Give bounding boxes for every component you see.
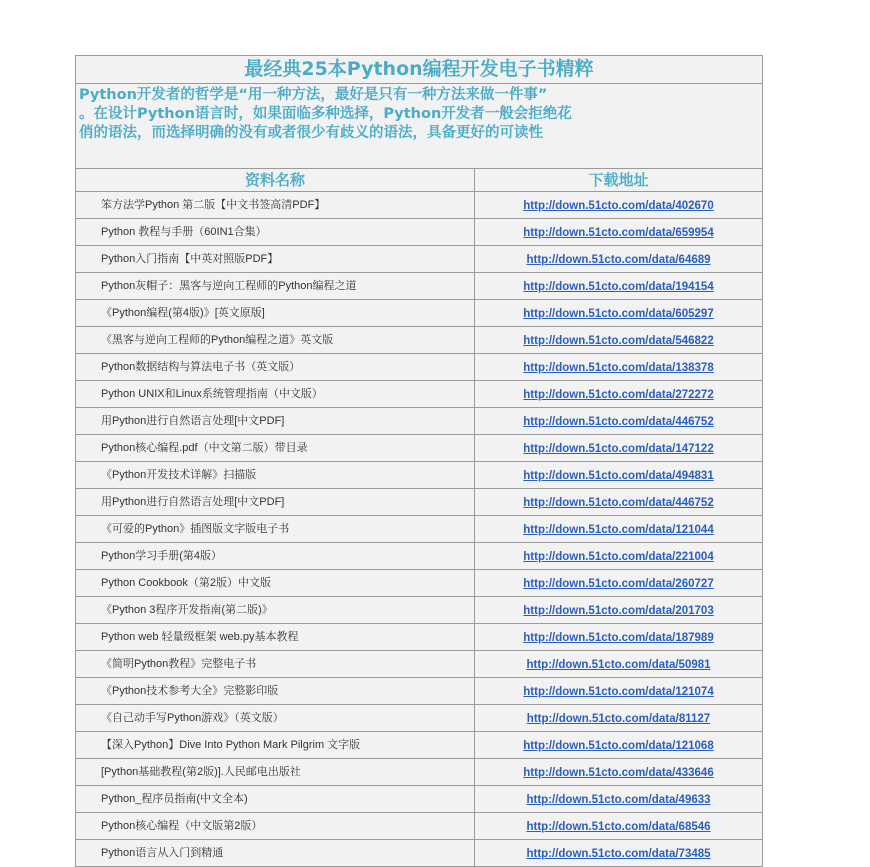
- intro-row: [76, 84, 763, 169]
- download-link[interactable]: http://down.51cto.com/data/659954: [523, 227, 714, 239]
- book-name-cell: 《自己动手写Python游戏》（英文版）: [76, 705, 475, 732]
- intro-line-1: Python开发者的哲学是“用一种方法，最好是只有一种方法来做一件事”: [79, 87, 548, 103]
- download-link[interactable]: http://down.51cto.com/data/138378: [523, 362, 714, 374]
- download-cell: [475, 840, 763, 867]
- book-name-cell: 《Python 3程序开发指南(第二版)》: [76, 597, 475, 624]
- download-link[interactable]: http://down.51cto.com/data/433646: [523, 767, 714, 779]
- book-name-cell: Python_程序员指南(中文全本): [76, 786, 475, 813]
- table-row: [76, 246, 763, 273]
- download-cell: [475, 300, 763, 327]
- table-row: [76, 759, 763, 786]
- table-row: [76, 354, 763, 381]
- download-cell: [475, 732, 763, 759]
- download-link[interactable]: http://down.51cto.com/data/446752: [523, 416, 714, 428]
- table-row: [76, 651, 763, 678]
- table-row: [76, 786, 763, 813]
- download-link[interactable]: http://down.51cto.com/data/605297: [523, 308, 714, 320]
- table-row: [76, 273, 763, 300]
- table-row: [76, 192, 763, 219]
- book-name-cell: 笨方法学Python 第二版【中文书签高清PDF】: [76, 192, 475, 219]
- table-row: [76, 705, 763, 732]
- download-cell: [475, 813, 763, 840]
- download-link[interactable]: http://down.51cto.com/data/221004: [523, 551, 714, 563]
- header-row: [76, 169, 763, 192]
- download-link[interactable]: http://down.51cto.com/data/121074: [523, 686, 714, 698]
- download-link[interactable]: http://down.51cto.com/data/73485: [526, 848, 711, 860]
- page-title: 最经典25本Python编程开发电子书精粹: [76, 56, 763, 84]
- table-row: [76, 813, 763, 840]
- book-name-cell: 《Python开发技术详解》扫描版: [76, 462, 475, 489]
- download-cell: [475, 273, 763, 300]
- ebook-list-table: [75, 55, 763, 867]
- book-name-cell: 用Python进行自然语言处理[中文PDF]: [76, 489, 475, 516]
- table-row: [76, 327, 763, 354]
- download-link[interactable]: http://down.51cto.com/data/187989: [523, 632, 714, 644]
- book-name-cell: Python 教程与手册（60IN1合集）: [76, 219, 475, 246]
- download-cell: [475, 327, 763, 354]
- download-cell: [475, 759, 763, 786]
- download-cell: [475, 219, 763, 246]
- download-link[interactable]: http://down.51cto.com/data/446752: [523, 497, 714, 509]
- book-name-cell: Python入门指南【中英对照版PDF】: [76, 246, 475, 273]
- book-name-cell: Python语言从入门到精通: [76, 840, 475, 867]
- book-name-cell: Python灰帽子：黑客与逆向工程师的Python编程之道: [76, 273, 475, 300]
- title-row: [76, 56, 763, 84]
- download-cell: [475, 543, 763, 570]
- download-cell: [475, 624, 763, 651]
- download-link[interactable]: http://down.51cto.com/data/402670: [523, 200, 714, 212]
- download-link[interactable]: http://down.51cto.com/data/68546: [526, 821, 711, 833]
- download-cell: [475, 489, 763, 516]
- book-name-cell: Python数据结构与算法电子书（英文版）: [76, 354, 475, 381]
- download-cell: [475, 570, 763, 597]
- download-link[interactable]: http://down.51cto.com/data/546822: [523, 335, 714, 347]
- book-name-cell: Python学习手册(第4版）: [76, 543, 475, 570]
- table-row: [76, 678, 763, 705]
- download-cell: [475, 435, 763, 462]
- download-cell: [475, 705, 763, 732]
- column-header-name: 资料名称: [76, 169, 475, 192]
- table-row: [76, 570, 763, 597]
- book-name-cell: Python核心编程.pdf（中文第二版）带目录: [76, 435, 475, 462]
- table-row: [76, 840, 763, 867]
- table-row: [76, 435, 763, 462]
- download-cell: [475, 246, 763, 273]
- intro-text: [76, 84, 763, 169]
- download-cell: [475, 678, 763, 705]
- intro-line-2: 。在设计Python语言时，如果面临多种选择，Python开发者一般会拒绝花: [79, 106, 572, 122]
- book-name-cell: 《可爱的Python》插图版文字版电子书: [76, 516, 475, 543]
- table-row: [76, 462, 763, 489]
- download-cell: [475, 597, 763, 624]
- download-link[interactable]: http://down.51cto.com/data/147122: [523, 443, 714, 455]
- download-cell: [475, 462, 763, 489]
- table-row: [76, 219, 763, 246]
- download-cell: [475, 408, 763, 435]
- table-row: [76, 732, 763, 759]
- table-row: [76, 489, 763, 516]
- book-name-cell: Python web 轻量级框架 web.py基本教程: [76, 624, 475, 651]
- download-cell: [475, 381, 763, 408]
- download-cell: [475, 516, 763, 543]
- download-cell: [475, 786, 763, 813]
- table-row: [76, 543, 763, 570]
- table-row: [76, 516, 763, 543]
- download-link[interactable]: http://down.51cto.com/data/49633: [526, 794, 711, 806]
- download-link[interactable]: http://down.51cto.com/data/260727: [523, 578, 714, 590]
- intro-line-3: 俏的语法，而选择明确的没有或者很少有歧义的语法，具备更好的可读性: [79, 125, 543, 141]
- download-link[interactable]: http://down.51cto.com/data/201703: [523, 605, 714, 617]
- download-link[interactable]: http://down.51cto.com/data/121068: [523, 740, 714, 752]
- download-link[interactable]: http://down.51cto.com/data/194154: [523, 281, 714, 293]
- book-name-cell: Python UNIX和Linux系统管理指南（中文版）: [76, 381, 475, 408]
- download-cell: [475, 651, 763, 678]
- table-row: [76, 597, 763, 624]
- download-link[interactable]: http://down.51cto.com/data/50981: [526, 659, 711, 671]
- download-link[interactable]: http://down.51cto.com/data/272272: [523, 389, 714, 401]
- column-header-url: 下载地址: [475, 169, 763, 192]
- table-row: [76, 381, 763, 408]
- download-link[interactable]: http://down.51cto.com/data/64689: [526, 254, 711, 266]
- book-name-cell: Python核心编程（中文版第2版）: [76, 813, 475, 840]
- download-cell: [475, 354, 763, 381]
- book-name-cell: 《Python编程(第4版)》[英文原版]: [76, 300, 475, 327]
- table-row: [76, 624, 763, 651]
- book-name-cell: Python Cookbook（第2版）中文版: [76, 570, 475, 597]
- book-name-cell: 《黑客与逆向工程师的Python编程之道》英文版: [76, 327, 475, 354]
- book-name-cell: 用Python进行自然语言处理[中文PDF]: [76, 408, 475, 435]
- book-name-cell: [Python基础教程(第2版)].人民邮电出版社: [76, 759, 475, 786]
- download-cell: [475, 192, 763, 219]
- book-name-cell: 《简明Python教程》完整电子书: [76, 651, 475, 678]
- download-link[interactable]: http://down.51cto.com/data/494831: [523, 470, 714, 482]
- table-row: [76, 408, 763, 435]
- download-link[interactable]: http://down.51cto.com/data/81127: [526, 713, 711, 725]
- book-name-cell: 【深入Python】Dive Into Python Mark Pilgrim 文字版: [76, 732, 475, 759]
- table-row: [76, 300, 763, 327]
- book-name-cell: 《Python技术参考大全》完整影印版: [76, 678, 475, 705]
- download-link[interactable]: http://down.51cto.com/data/121044: [523, 524, 714, 536]
